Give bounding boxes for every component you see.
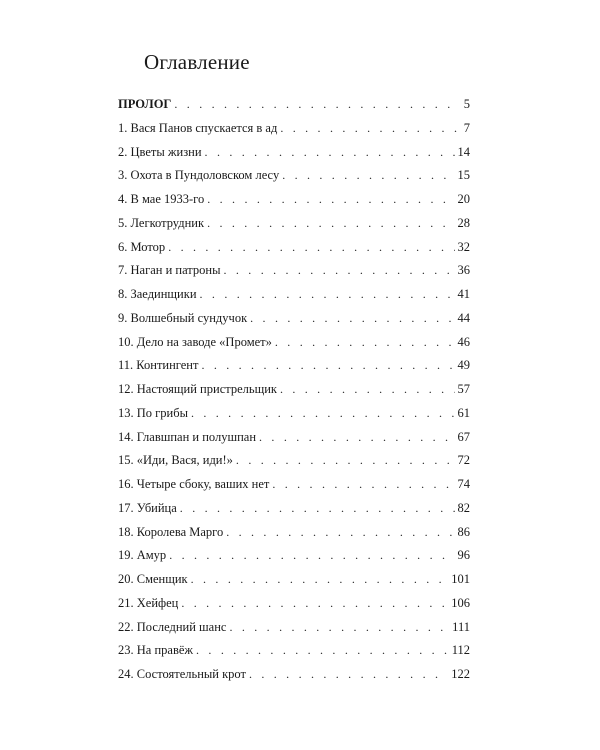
toc-entry-label: 23. На правёж bbox=[118, 643, 194, 658]
toc-entry bbox=[118, 449, 470, 473]
toc-entry-page-number: 32 bbox=[457, 239, 470, 254]
toc-entry bbox=[118, 93, 470, 117]
toc-entry-label: 21. Хейфец bbox=[118, 595, 179, 610]
toc-entry bbox=[118, 639, 470, 663]
dot-leader bbox=[180, 497, 455, 521]
toc-entry bbox=[118, 473, 470, 497]
toc-entry-label: ПРОЛОГ bbox=[118, 97, 172, 111]
dot-leader bbox=[181, 592, 448, 616]
dot-leader bbox=[169, 544, 454, 568]
toc-entry-label: 18. Королева Марго bbox=[118, 524, 224, 539]
toc-entry-label: 24. Состоятельный крот bbox=[118, 667, 246, 681]
toc-entry-label: 16. Четыре сбоку, ваших нет bbox=[118, 477, 270, 491]
dot-leader bbox=[280, 378, 455, 402]
toc-entry bbox=[118, 283, 470, 307]
toc-entry-label: 7. Наган и патроны bbox=[118, 263, 221, 278]
toc-entry-page-number: 86 bbox=[457, 524, 470, 539]
toc-entry-page-number: 15 bbox=[457, 168, 470, 183]
toc-entry-label: 17. Убийца bbox=[118, 500, 177, 515]
toc-entry-page-number: 61 bbox=[457, 405, 470, 420]
toc-entry-label: 19. Амур bbox=[118, 548, 167, 563]
toc-entry-page-number: 112 bbox=[451, 643, 470, 658]
toc-entry-page-number: 14 bbox=[457, 144, 470, 159]
dot-leader bbox=[201, 354, 454, 378]
dot-leader bbox=[191, 568, 449, 592]
toc-entry bbox=[118, 164, 470, 188]
toc-entry-page-number: 46 bbox=[457, 334, 470, 349]
toc-entry bbox=[118, 117, 470, 141]
toc-entry-label: 11. Контингент bbox=[118, 358, 199, 373]
toc-entry-page-number: 101 bbox=[451, 572, 470, 586]
toc-entry bbox=[118, 378, 470, 402]
toc-entry-label: 5. Легкотрудник bbox=[118, 215, 205, 230]
dot-leader bbox=[229, 616, 449, 640]
toc-entry bbox=[118, 616, 470, 640]
toc-entry bbox=[118, 141, 470, 165]
toc-entry-label: 22. Последний шанс bbox=[118, 619, 227, 634]
dot-leader bbox=[196, 639, 449, 663]
toc-entry-page-number: 20 bbox=[457, 192, 470, 206]
toc-entry bbox=[118, 212, 470, 236]
dot-leader bbox=[200, 283, 455, 307]
toc-entry-page-number: 106 bbox=[451, 595, 470, 610]
toc-entry-page-number: 122 bbox=[451, 667, 470, 681]
dot-leader bbox=[224, 259, 455, 283]
toc-entry-label: 2. Цветы жизни bbox=[118, 144, 202, 159]
toc-entry bbox=[118, 568, 470, 592]
toc-entry-page-number: 49 bbox=[457, 358, 470, 373]
toc-entry bbox=[118, 402, 470, 426]
toc-entry-label: 6. Мотор bbox=[118, 239, 166, 254]
dot-leader bbox=[174, 93, 459, 117]
toc-entry-page-number: 111 bbox=[452, 619, 470, 634]
dot-leader bbox=[207, 188, 454, 212]
toc-entry-label: 4. В мае 1933-го bbox=[118, 192, 205, 206]
toc-entry bbox=[118, 592, 470, 616]
dot-leader bbox=[250, 307, 454, 331]
toc-entry-label: 12. Настоящий пристрельщик bbox=[118, 382, 277, 396]
toc-entry-label: 14. Главшпан и полушпан bbox=[118, 429, 257, 444]
toc-entry-label: 20. Сменщик bbox=[118, 572, 188, 586]
dot-leader bbox=[275, 331, 455, 355]
toc-entry bbox=[118, 497, 470, 521]
toc-entry bbox=[118, 188, 470, 212]
dot-leader bbox=[207, 212, 454, 236]
toc-entry-page-number: 67 bbox=[457, 429, 470, 444]
toc-entry-label: 3. Охота в Пундоловском лесу bbox=[118, 168, 280, 183]
toc-entry bbox=[118, 236, 470, 260]
dot-leader bbox=[168, 236, 454, 260]
toc-entry bbox=[118, 663, 470, 687]
dot-leader bbox=[272, 473, 454, 497]
toc-entry-page-number: 44 bbox=[457, 310, 470, 325]
table-of-contents bbox=[118, 93, 470, 687]
dot-leader bbox=[282, 164, 454, 188]
toc-entry-page-number: 74 bbox=[457, 477, 470, 491]
toc-entry bbox=[118, 307, 470, 331]
dot-leader bbox=[236, 449, 455, 473]
toc-entry-label: 13. По грибы bbox=[118, 405, 188, 420]
dot-leader bbox=[259, 426, 454, 450]
toc-entry-page-number: 36 bbox=[457, 263, 470, 278]
toc-entry-page-number: 28 bbox=[457, 215, 470, 230]
toc-entry-label: 10. Дело на заводе «Промет» bbox=[118, 334, 272, 349]
dot-leader bbox=[191, 402, 455, 426]
dot-leader bbox=[205, 141, 455, 165]
dot-leader bbox=[249, 663, 448, 687]
toc-entry bbox=[118, 426, 470, 450]
toc-entry bbox=[118, 521, 470, 545]
dot-leader bbox=[226, 521, 454, 545]
toc-entry-label: 9. Волшебный сундучок bbox=[118, 310, 248, 325]
toc-entry-page-number: 57 bbox=[457, 382, 470, 396]
toc-entry-page-number: 5 bbox=[463, 97, 470, 111]
dot-leader bbox=[280, 117, 459, 141]
toc-entry-label: 15. «Иди, Вася, иди!» bbox=[118, 453, 233, 468]
page-title: Оглавление bbox=[144, 50, 250, 74]
toc-entry-page-number: 82 bbox=[457, 500, 470, 515]
toc-entry bbox=[118, 354, 470, 378]
toc-entry-page-number: 96 bbox=[457, 548, 470, 563]
toc-entry-label: 8. Заединщики bbox=[118, 287, 197, 301]
toc-entry-page-number: 72 bbox=[457, 453, 470, 468]
toc-entry bbox=[118, 544, 470, 568]
toc-entry-page-number: 41 bbox=[457, 287, 470, 301]
toc-entry-label: 1. Вася Панов спускается в ад bbox=[118, 120, 278, 135]
toc-entry bbox=[118, 331, 470, 355]
toc-entry bbox=[118, 259, 470, 283]
toc-entry-page-number: 7 bbox=[463, 120, 470, 135]
